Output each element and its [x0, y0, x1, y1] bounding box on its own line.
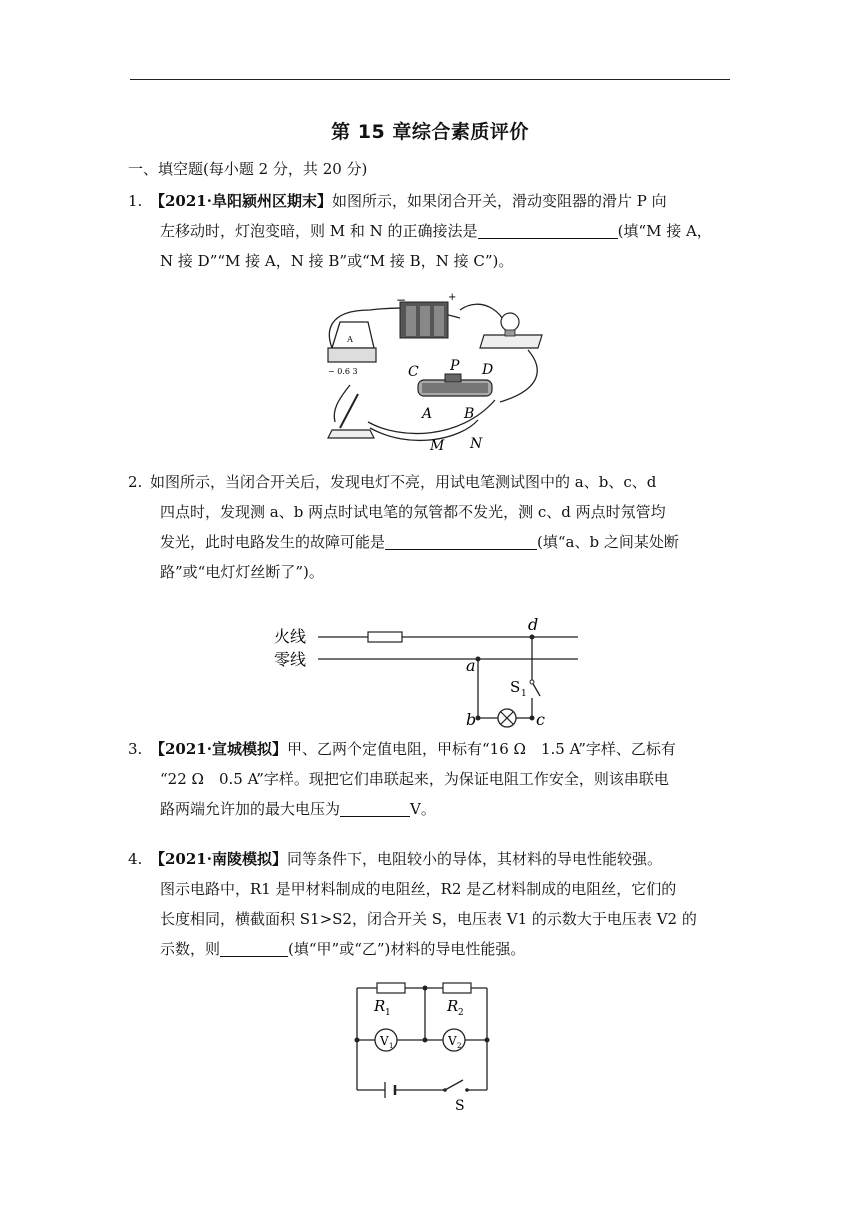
question-text: 长度相同，横截面积 S1>S2，闭合开关 S，电压表 V1 的示数大于电压表 V2 的 — [160, 910, 697, 928]
voltmeter-v1 — [375, 1029, 397, 1051]
household-circuit-figure — [270, 612, 590, 730]
svg-text:火线: 火线 — [274, 627, 307, 646]
question-text: N 接 D”“M 接 A，N 接 B”或“M 接 B，N 接 C”)。 — [160, 252, 514, 270]
question-text: 发光，此时电路发生的故障可能是 — [160, 533, 386, 551]
svg-text:D: D — [482, 362, 494, 378]
question-text: 四点时，发现测 a、b 两点时试电笔的氖管都不发光，测 c、d 两点时氖管均 — [160, 503, 666, 521]
question-text: “22 Ω 0.5 A”字样。现把它们串联起来，为保证电阻工作安全，则该串联电 — [160, 770, 669, 788]
top-rule — [130, 79, 730, 80]
svg-text:R: R — [374, 997, 386, 1015]
question-4 — [128, 844, 732, 964]
question-text: (填“M 接 A， — [617, 222, 712, 240]
question-text: (填“a、b 之间某处断 — [537, 533, 679, 551]
question-text: 图示电路中，R1 是甲材料制成的电阻丝，R2 是乙材料制成的电阻丝，它们的 — [160, 880, 677, 898]
svg-text:1: 1 — [521, 689, 527, 699]
answer-blank[interactable] — [340, 798, 410, 817]
svg-text:A: A — [422, 406, 433, 422]
switch-s — [443, 1080, 469, 1092]
question-text: 左移动时，灯泡变暗，则 M 和 N 的正确接法是 — [160, 222, 478, 240]
rheostat — [408, 358, 493, 422]
question-3 — [128, 734, 732, 824]
svg-text:−: − — [396, 293, 407, 307]
svg-text:c: c — [536, 710, 545, 729]
battery-icon — [385, 1082, 395, 1098]
answer-blank[interactable] — [220, 938, 288, 957]
lamp-icon — [498, 709, 516, 727]
svg-text:S: S — [455, 1098, 465, 1114]
resistor-r1 — [377, 983, 405, 993]
resistor-r2 — [443, 983, 471, 993]
section-heading: 一、填空题(每小题 2 分，共 20 分) — [128, 160, 368, 178]
svg-text:+: + — [448, 292, 457, 303]
svg-text:V: V — [448, 1034, 457, 1048]
question-text: (填“甲”或“乙”)材料的导电性能强。 — [288, 940, 526, 958]
svg-text:a: a — [466, 656, 476, 675]
question-source: 【2021·宣城模拟】 — [150, 740, 287, 758]
answer-blank[interactable] — [478, 220, 618, 239]
question-source: 【2021·南陵模拟】 — [150, 850, 287, 868]
question-source: 【2021·阜阳颍州区期末】 — [150, 192, 332, 210]
svg-text:R: R — [447, 997, 459, 1015]
svg-text:S: S — [510, 678, 521, 696]
svg-text:d: d — [528, 615, 539, 634]
ammeter — [328, 322, 376, 376]
svg-text:1: 1 — [389, 1042, 394, 1050]
answer-blank[interactable] — [385, 531, 537, 550]
svg-text:零线: 零线 — [274, 650, 307, 669]
question-text: 路两端允许加的最大电压为 — [160, 800, 341, 818]
question-number: 1. — [128, 192, 143, 210]
battery — [396, 292, 456, 338]
svg-text:C: C — [408, 364, 419, 380]
question-text: 同等条件下，电阻较小的导体，其材料的导电性能较强。 — [286, 850, 662, 868]
voltmeter-v2 — [443, 1029, 465, 1051]
svg-text:− 0.6 3: − 0.6 3 — [328, 367, 358, 376]
svg-text:N: N — [470, 436, 483, 452]
bulb — [480, 313, 542, 348]
question-number: 2. — [128, 473, 143, 491]
question-number: 4. — [128, 850, 143, 868]
svg-text:2: 2 — [457, 1042, 462, 1050]
svg-text:P: P — [450, 358, 460, 374]
svg-text:V: V — [380, 1034, 389, 1048]
page-title: 第 15 章综合素质评价 — [331, 121, 529, 143]
svg-text:2: 2 — [458, 1008, 464, 1018]
question-text: V。 — [410, 800, 436, 818]
svg-text:M: M — [430, 438, 445, 454]
question-1 — [128, 186, 732, 276]
rheostat-circuit-figure — [310, 290, 550, 460]
question-text: 如图所示，当闭合开关后，发现电灯不亮，用试电笔测试图中的 a、b、c、d — [150, 473, 657, 491]
svg-text:b: b — [466, 710, 477, 729]
svg-text:1: 1 — [385, 1008, 391, 1018]
svg-text:B: B — [464, 406, 475, 422]
question-text: 路”或“电灯灯丝断了”)。 — [160, 563, 324, 581]
voltmeter-circuit-figure — [345, 978, 505, 1118]
question-2 — [128, 467, 732, 587]
question-text: 示数，则 — [160, 940, 221, 958]
fuse — [368, 632, 402, 642]
question-number: 3. — [128, 740, 143, 758]
svg-text:A: A — [347, 335, 353, 344]
question-text: 如图所示，如果闭合开关，滑动变阻器的滑片 P 向 — [331, 192, 667, 210]
question-text: 甲、乙两个定值电阻，甲标有“16 Ω 1.5 A”字样、乙标有 — [286, 740, 676, 758]
